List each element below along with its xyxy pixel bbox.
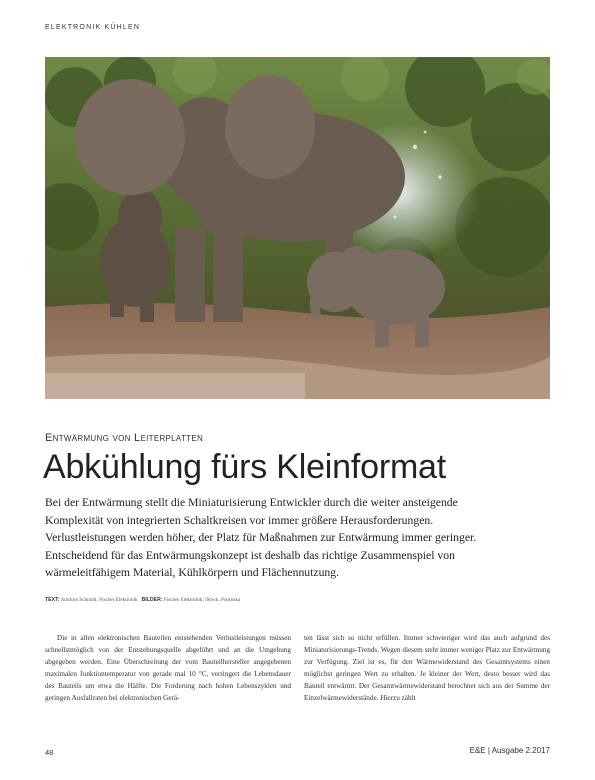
body-column-right: ten lässt sich so nicht erfüllen. Immer schwieriger wird das auch aufgrund des Miniaturisierungs-Trends. Wegen diesem steht immer weniger Platz zur Entwärmung zur Verfügung. Ziel ist es, für den Wärmewiderstand des Gesamtsystems einen möglichst geringen Wert zu erhalten. Je kleiner der Wert, desto besser wird das Bauteil entwärmt. Der Gesamtwärmewiderstand berechnet sich aus der Summe der Einzelwärmewiderstände. Hierzu zählt [304, 634, 550, 703]
article-credits [45, 597, 550, 603]
credits-images-label: BILDER: [141, 597, 163, 603]
hero-image-elephants [45, 57, 550, 399]
magazine-issue: E&E | Ausgabe 2.2017 [469, 746, 550, 755]
article-lead: Bei der Entwärmung stellt die Miniaturisierung Entwickler durch die weiter ansteigende Komplexität von integrierten Schaltkreisen vor immer größere Herausforderungen. Verlustleistungen werden höher, der Platz für Maßnahmen zur Entwärmung immer geringer. Entscheidend für das Entwärmungskonzept ist deshalb das richtige Zusammenspiel von wärmeleitfähigem Material, Kühlkörpern und Flächennutzung. [45, 496, 477, 580]
article-headline: Abkühlung fürs Kleinformat [43, 448, 447, 486]
credits-text-value: Joachim Schmidt, Fischer Elektronik [60, 597, 138, 603]
body-column-left: Die in allen elektronischen Bauteilen entstehenden Verlustleistungen müssen schnellstmöglich von der Entstehungsquelle abgeführt und an die Umgebung abgegeben werden. Eine Überschreitung der vom Bauteilhersteller angegebenen maximalen Junktiontemperatur von gerade mal 10 °C, verringert die Lebensdauer des Bauteils um etwa die Hälfte. Die Forderung nach hohen Lebenszyklen und geringen Ausfallraten bei elektronischen Gerä- [45, 634, 291, 703]
section-label: ELEKTRONIK KÜHLEN [45, 24, 141, 31]
page-number: 48 [45, 748, 54, 757]
credits-text-label: TEXT: [45, 597, 60, 603]
article-kicker: Entwärmung von Leiterplatten [45, 432, 204, 444]
credits-images-value: Fischer Elektronik; iStock, Pouroska [163, 597, 241, 603]
